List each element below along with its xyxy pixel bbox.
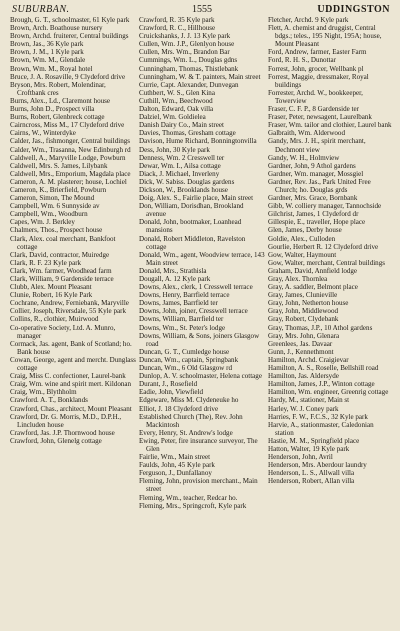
directory-entry: Donald, John, bootmaker, Loanhead mansions <box>139 218 242 235</box>
directory-entry: Clark, Alex. coal merchant, Bankfoot cottage <box>10 234 116 251</box>
directory-entry: Gandy, W. H., Holmview <box>268 153 340 162</box>
directory-entry: Cormack, Jas. agent, Bank of Scotland; ho. Bank house <box>10 339 132 356</box>
directory-entry: Cunningham, Thomas, Thistlebank <box>139 64 239 73</box>
directory-entry: Durant, J., Rosefield <box>139 380 198 389</box>
directory-entry: Gray, Alex. Thornlea <box>268 275 328 283</box>
directory-entry: Edgeware, Miss M. Clydeneuke ho <box>139 396 239 405</box>
directory-entry: Fairlie, Wm., Main street <box>139 453 211 462</box>
directory-entry: Downs, John, joiner, Cresswell terrace <box>139 307 248 316</box>
directory-entry: Gray, John, Netherton house <box>268 299 349 308</box>
directory-entry: Downs, Alex., clerk, 1 Cresswell terrace <box>139 283 253 292</box>
directory-column-1 <box>10 16 136 510</box>
directory-entry: Hastie, M. M., Springfield place <box>268 436 360 445</box>
directory-entry: Cruickshanks, J. J. 13 Kyle park <box>139 32 231 41</box>
directory-entry: Davies, Thomas, Gresham cottage <box>139 129 236 138</box>
directory-entry: Crawford, Dr. G. Morris, M.D., D.P.H., Lincluden house <box>10 412 122 429</box>
directory-columns <box>10 16 394 510</box>
directory-entry: Caldwell, A., Maryville Lodge, Powburn <box>10 153 126 162</box>
directory-entry: Gray, John, Middlewood <box>268 307 339 316</box>
directory-entry: Cummings, Wm. L., Douglas gdns <box>139 56 238 65</box>
directory-entry: Gray, Mrs. John, Glenara <box>268 331 340 340</box>
directory-entry: Cairns, W., Winterdyke <box>10 129 76 138</box>
directory-entry: Clark, Wm. farmer, Woodhead farm <box>10 266 112 275</box>
directory-entry: Caldwell, Mrs., Emporium, Magdala place <box>10 169 131 178</box>
directory-entry: Hatton, Walter, 19 Kyle park <box>268 444 350 453</box>
directory-entry: Every, Henry, St. Andrew's lodge <box>139 428 233 437</box>
directory-entry: Donald, Mrs., Strathisla <box>139 266 207 275</box>
directory-entry: Brown, Arch. Boathouse nursery <box>10 24 103 33</box>
directory-entry: Campbell, Wm. 6 Sunnyside av <box>10 202 100 211</box>
directory-entry: Brown, J. M., 1 Kyle park <box>10 48 84 57</box>
page-number: 1555 <box>192 4 212 15</box>
directory-entry: Burns, John D., Prospect villa <box>10 105 95 114</box>
directory-entry: Dess, John, 30 Kyle park <box>139 145 210 154</box>
directory-entry: Harley, W. J. Coney park <box>268 404 339 413</box>
directory-entry: Gilchrist, James, 1 Clydeford dr <box>268 210 359 219</box>
directory-entry: Davison, Hume Richard, Bonningtonvilla <box>139 137 257 146</box>
directory-entry: Calder, Wm., Trasanna, New Edinburgh rd <box>10 145 131 154</box>
directory-entry: Collins, R., clothier, Muirwood <box>10 315 99 324</box>
directory-entry: Downs, Henry, Barrfield terrace <box>139 291 230 300</box>
directory-entry: Cunningham, W. & T. painters, Main street <box>139 72 261 81</box>
directory-entry: Brown, Wm. M., Glendale <box>10 56 86 65</box>
directory-entry: Burns, Robert, Glenbreck cottage <box>10 113 105 122</box>
directory-entry: Gillespie, E., traveller, Hope place <box>268 218 366 227</box>
directory-entry: Harries, F. W., F.C.S., 32 Kyle park <box>268 412 368 421</box>
directory-entry: Clubb, Alex. Mount Pleasant <box>10 283 92 292</box>
directory-entry: Gray, James, Clunieville <box>268 291 338 300</box>
directory-entry: Gandy, Mrs. J. H., spirit merchant, Dechmont view <box>268 137 366 154</box>
directory-entry: Calder, Jas., fishmonger, Central buildings <box>10 137 130 146</box>
directory-entry: Crawford. A. T., Bonklands <box>10 396 88 405</box>
directory-entry: Gardner, Mrs. Grace, Bornbank <box>268 194 358 203</box>
directory-entry: Brough, G. T., schoolmaster, 61 Kyle park <box>10 16 130 24</box>
directory-entry: Hamilton, Jas. Aldersyde <box>268 372 339 381</box>
directory-entry: Brown, Wm. M., Royal hotel <box>10 64 93 73</box>
directory-entry: Crawford, John, Glenelg cottage <box>10 436 102 445</box>
directory-entry: Dick, W. Sabiss. Douglas gardens <box>139 177 235 186</box>
directory-entry: Clunie, Robert, 16 Kyle Park <box>10 291 93 300</box>
directory-entry: Fletcher, Archd. 9 Kyle park <box>268 16 349 24</box>
directory-entry: Graham, David, Annfield lodge <box>268 266 358 275</box>
section-heading: SUBURBAN. <box>12 4 70 15</box>
directory-entry: Gardner, Wm. manager, Mossgiel <box>268 169 364 178</box>
directory-entry: Chalmers, Thos., Prospect house <box>10 226 103 235</box>
directory-entry: Established Church (The), Rev. John Mackintosh <box>139 412 243 429</box>
directory-entry: Duncan, G. T., Cumledge house <box>139 347 230 356</box>
directory-entry: Henderson, L. S., Allwall villa <box>268 469 355 478</box>
directory-entry: Ford, Andrew, farmer, Easter Farm <box>268 48 367 57</box>
directory-column-2 <box>139 16 265 510</box>
locality-heading: UDDINGSTON <box>317 4 390 15</box>
directory-entry: Caldwell, Mrs. S. James, Lilybank <box>10 161 108 170</box>
directory-entry: Gardner, John, 9 Athol gardens <box>268 161 356 170</box>
directory-entry: Cairncross, Miss M., 17 Clydeford drive <box>10 121 125 130</box>
directory-entry: Downs, Wm., St. Peter's lodge <box>139 323 226 332</box>
directory-entry: Doig, Alex. S., Fairlie place, Main street <box>139 194 254 203</box>
directory-entry: Donald, Robert Middleton, Ravelston cottage <box>139 234 246 251</box>
directory-entry: Craig, Wm. wine and spirit mert. Kildonan <box>10 380 132 389</box>
directory-entry: Crawford, R. 35 Kyle park <box>139 16 215 24</box>
directory-entry: Harvie, A., stationmaster, Caledonian station <box>268 420 374 437</box>
directory-entry: Dougall, A. 12 Kyle park <box>139 275 211 283</box>
directory-entry: Duncan, Wm., captain, Springbank <box>139 355 239 364</box>
directory-entry: Hardy, M., stationer, Main st <box>268 396 350 405</box>
directory-entry: Forrest, Maggie, dressmaker, Royal buildings <box>268 72 369 89</box>
directory-entry: Ferguson, J., Dunfallanoy <box>139 469 212 478</box>
directory-entry: Ewing, Peter, fire insurance surveyor, The Glen <box>139 436 258 453</box>
directory-entry: Craig, Wm., Blythholm <box>10 388 77 397</box>
directory-entry: Clark, David, contractor, Muiredge <box>10 250 110 259</box>
directory-entry: Crawford, Jas. J.P. Thornwood house <box>10 428 115 437</box>
directory-entry: Dalziel, Wm. Goldielea <box>139 113 206 122</box>
directory-entry: Henderson, Mrs. Aberdour laundry <box>268 461 367 470</box>
directory-entry: Gardner, Rev. Jas., Park United Free Church; ho. Douglas grds <box>268 177 371 194</box>
directory-entry: Clark, R. F. 23 Kyle park <box>10 258 82 267</box>
directory-entry: Crawford, Chas., architect, Mount Pleasant <box>10 404 132 413</box>
directory-entry: Gow, Walter, Haymount <box>268 250 337 259</box>
directory-entry: Cullen, Mrs. Wm., Brandon Bar <box>139 48 230 57</box>
directory-entry: Fleming, John, provision merchant., Main street <box>139 477 258 494</box>
directory-entry: Gow, Walter, merchant, Central buildings <box>268 258 385 267</box>
directory-entry: Brown, Archd. fruiterer, Central buildings <box>10 32 129 41</box>
directory-entry: Dewar, Wm. I., Ailsa cottage <box>139 161 221 170</box>
directory-entry: Greenlees, Jas. Davaar <box>268 339 333 348</box>
directory-entry: Crawford, R. C., Hillhouse <box>139 24 216 33</box>
directory-entry: Hamilton, Wm. engineer, Greenrig cottage <box>268 388 389 397</box>
directory-entry: Cuthill, Wm., Beechwood <box>139 96 213 105</box>
directory-entry: Henderson, Robert, Allan villa <box>268 477 355 486</box>
directory-entry: Cowan, George, agent and mercht. Dunglass cottage <box>10 355 136 373</box>
directory-entry: Don, William, Dorisdhan, Brookland avenue <box>139 202 244 219</box>
directory-entry: Cameron, K., Brierfield, Powburn <box>10 185 107 194</box>
directory-entry: Donald, Wm., agent, Woodview terrace, 143 Main street <box>139 250 265 267</box>
directory-entry: Gray, A. saddler, Belmont place <box>268 283 358 292</box>
directory-entry: Cullen, Wm. J.P., Glenlyon house <box>139 40 235 49</box>
directory-entry: Campbell, Wm., Woodburn <box>10 210 88 219</box>
directory-entry: Denness, Wm. 2 Cresswell ter <box>139 153 225 162</box>
directory-entry: Bruce, J. A. Rosaville, 9 Clydeford drive <box>10 72 126 81</box>
directory-entry: Fleming, Wm., teacher, Redcar ho. <box>139 493 238 502</box>
directory-entry: Duncan, Wm., 6 Old Glasgow rd <box>139 364 233 373</box>
directory-entry: Downs, William, Barrfield ter <box>139 315 224 324</box>
directory-entry: Hamilton, A. S., Roselle, Bellshill road <box>268 364 379 373</box>
directory-entry: Co-operative Society, Ltd. A. Munro, manager <box>10 323 116 340</box>
directory-entry: Gray, Robert, Clydebank <box>268 315 339 324</box>
directory-entry: Goldie, Alex., Culloden <box>268 234 336 243</box>
directory-entry: Cochrane, Andrew, Ferniebank, Maryville <box>10 299 129 308</box>
directory-entry: Downs, William, & Sons, joiners Glasgow road <box>139 331 260 348</box>
directory-entry: Fraser, Peter, newsagent, Laurelbank <box>268 113 372 122</box>
directory-entry: Forrester, Archd. W., bookkeeper, Towerview <box>268 88 363 105</box>
directory-entry: Dalton, Edward, Oak villa <box>139 105 214 114</box>
directory-entry: Cuthbert, W. S., Glen Kina <box>139 88 215 97</box>
directory-entry: Elliot, J. 18 Clydeford drive <box>139 404 219 413</box>
directory-column-3 <box>268 16 394 510</box>
directory-entry: Flett, A. chemist and druggist, Central bdgs.; teles., 195 Night, 195A; house, Mount Pleasant <box>268 24 382 49</box>
directory-entry: Forrest, John, grocer, Wellbank pl <box>268 64 364 73</box>
directory-entry: Diack, J. Michael, Inverleny <box>139 169 220 178</box>
directory-entry: Dunlop, A. V. schoolmaster, Helena cottage <box>139 372 262 381</box>
directory-entry: Cameron, Simon, The Mound <box>10 194 95 203</box>
directory-entry: Capes, Wm. J. Berkley <box>10 218 75 227</box>
directory-entry: Craig, Miss C. confectioner, Laurel-bank <box>10 372 126 381</box>
directory-entry: Dickson, W., Brooklands house <box>139 185 228 194</box>
page-header <box>10 3 394 17</box>
directory-entry: Danish Dairy Co., Main street <box>139 121 224 130</box>
directory-entry: Ford, R. H. S., Dunottar <box>268 56 336 65</box>
directory-entry: Gray, Thomas, J.P., 10 Athol gardens <box>268 323 373 332</box>
directory-entry: Hamilton, James, J.P., Winton cottage <box>268 380 375 389</box>
directory-entry: Gunn, J., Kennethmont <box>268 347 334 356</box>
directory-entry: Downs, James, Barrfield ter <box>139 299 218 308</box>
directory-entry: Collier, Joseph, Riversdale, 55 Kyle park <box>10 307 126 316</box>
directory-entry: Eadie, John, Viewfield <box>139 388 204 397</box>
directory-entry: Fraser, Wm. tailor and clothier, Laurel bank <box>268 121 392 130</box>
directory-entry: Gourlie, Herbert R. 12 Clydeford drive <box>268 242 379 251</box>
directory-entry: Brown, Jas., 36 Kyle park <box>10 40 84 49</box>
directory-entry: Hamilton, Archd. Craigievar <box>268 355 349 364</box>
directory-entry: Bryson, Mrs. Robert, Molendinar, Croftbank cres <box>10 80 106 97</box>
directory-entry: Cameron, A. M. plasterer; house, Lochiel <box>10 177 127 186</box>
directory-entry: Henderson, John, Avril <box>268 453 333 462</box>
directory-entry: Burns, Alex., Ld., Claremont house <box>10 96 111 105</box>
directory-entry: Clark, William, 9 Gardenside terrace <box>10 275 114 283</box>
directory-entry: Glen, James, Derby house <box>268 226 342 235</box>
directory-entry: Currie, Capt. Alexander, Dunvegan <box>139 80 239 89</box>
directory-entry: Gibb, W. colliery manager, Tannochside <box>268 202 382 211</box>
directory-entry: Fraser, C. F. P., 8 Gardenside ter <box>268 105 359 114</box>
directory-entry: Fleming, Mrs., Springcroft, Kyle park <box>139 501 247 510</box>
directory-entry: Galbraith, Wm. Alderwood <box>268 129 345 138</box>
directory-entry: Faulds, John, 45 Kyle park <box>139 461 215 470</box>
